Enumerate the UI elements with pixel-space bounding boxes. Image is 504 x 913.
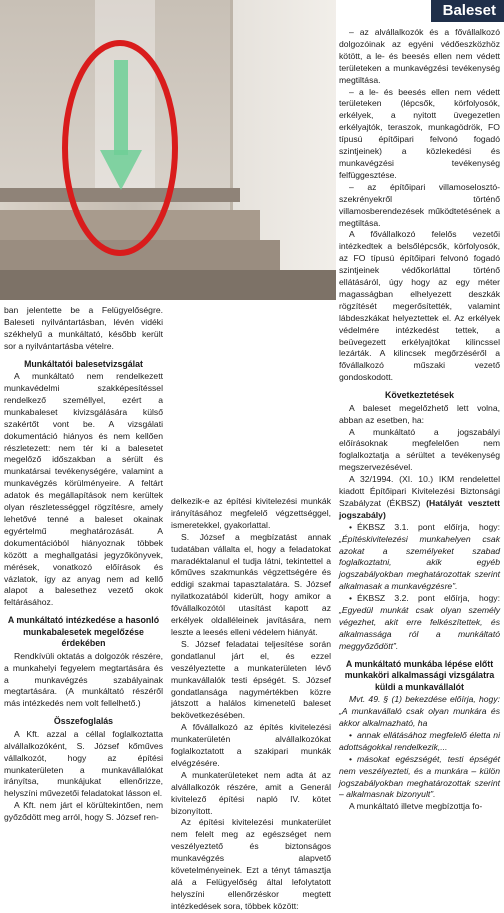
paragraph: A munkáltató illetve megbízottja fo- xyxy=(349,801,483,812)
bullet-item xyxy=(339,593,500,653)
paragraph: A baleset megelőzhető lett volna, abban az esetben, ha: xyxy=(339,402,500,425)
bullet-item xyxy=(339,730,500,754)
italic-text: „Egyedül munkát csak olyan személy végezhet, akit erre felkészítettek, és alkalmassága ról a munkáltató meggyőződött”. xyxy=(339,605,500,651)
paragraph: Rendkívüli oktatás a dolgozók részére, a munkahelyi fegyelem megtartására és a munkavégzés szabályainak megtartására. (A munkáltató részéről más intézkedés nem volt fellelhető.) xyxy=(4,650,163,709)
text: ÉKBSZ 3.2. pont előírja, hogy: xyxy=(357,593,500,604)
paragraph: – az építőipari villamoselosztó-szekrényekről történő villamosberendezések működtetésének a megtiltása. xyxy=(339,181,500,228)
heading: Következtetések xyxy=(385,390,454,401)
text: A 32/1994. (XI. 10.) IKM rendelettel kiadott Építőipari Kivitelezési Biztonsági Szabályzat (ÉKBSZ) xyxy=(339,474,500,508)
paragraph: A Kft. azzal a céllal foglalkoztatta alvállalkozóként, S. József kőműves vállalkozót, hogy az építési munkaterületen a munkavállalókat irányítsa, munkájukat ellenőrizze, helyszíni művezetői feladatokat lásson el. xyxy=(4,728,163,799)
paragraph: – a le- és beesés ellen nem védett területeken (lépcsők, körfolyosók, erkélyek, a nyitott üvegezetlen erkélyajtók, teraszok, munkagödrök, FO típusú építőipari felvonó fogadó szintjeinek) a közlekedési és munkavégzési tevékenység felfüggesztése. xyxy=(339,86,500,180)
accident-photo xyxy=(0,0,336,300)
column-2 xyxy=(171,496,331,913)
paragraph: ban jelentette be a Felügyelőségre. Baleseti nyilvántartásban, lévén vidéki székhelyű a munkáltató, később került sor a nyilvántartásba vételre. xyxy=(4,305,163,351)
heading: A munkáltató munkába lépése előtt munkaköri alkalmassági vizsgálatra küldi a munkavállalót xyxy=(344,658,495,692)
paragraph: A fővállalkozó az építés kivitelezési munkaterületén alvállalkozókat foglalkoztatott a szakipari munkák elvégzésére. xyxy=(171,722,331,768)
bullet-icon: • xyxy=(349,521,353,532)
paragraph: A munkaterületeket nem adta át az alvállalkozók részére, amit a Generál kivitelező építési napló IV. kötet bizonyított. xyxy=(171,769,331,816)
paragraph: S. József a megbízatást annak tudatában vállalta el, hogy a feladatokat maradéktalanul el tudja látni, tekintettel a kőműves szakmunkás végzettségére és eddigi szakmai tapasztalatára. S. József nyilatkozatából kiderült, hogy amikor a fővállalkozótól utasítást kapott az erkélyek oldalléleinek javítására, nem leszte a leesés elleni védelem hiányát. xyxy=(171,531,331,637)
paragraph: delkezik-e az építési kivitelezési munkák irányításához megfelelő végzettséggel, ismeretekkel, gyakorlattal. xyxy=(171,496,331,530)
paragraph xyxy=(339,474,500,522)
text: ÉKBSZ 3.1. pont előírja, hogy: xyxy=(357,521,500,532)
paragraph: A munkáltató a jogszabályi előírásoknak megfelelően nem foglalkoztatja a sérültet a tevékenység megszervezésével. xyxy=(339,426,500,473)
paragraph: A fővállalkozó felelős vezetői intézkedtek a belsőlépcsők, körfolyosók, az FO típusú építőipari felvonó fogadó szintjeinek védőkorláttal történő ellátásáról, úgy hogy az egy méter magasságban elhelyezett deszkák rögzítését megerősítették, valamint lábdeszkákat helyeztettek el. Az erkélyek védelmére intézkedést tettek, a beüvegezett erkélyajtókat kilincssel lezárták. A kilincsek megőrzéséről a fővállalkozó műszaki vezető gondoskodott. xyxy=(339,229,500,383)
paragraph: A munkáltató nem rendelkezett munkavédelmi szakképesítéssel rendelkező személlyel, ezért a munkabaleset kivizsgálására külső szakértőt vont be. A vizsgálati dokumentáció hiányos és nem kellően részletezett: nem tér ki a balesetet megelőző időszakban a sérült és munkatársai tevékenységére, valamint a munkavégzés körülményeire. A feltárt adatok és megállapítások nem kerültek olyan részletességgel rögzítésre, amely lehetővé tenné a baleset okainak egyértelmű meghatározását. A dokumentációból hiányoznak többek között a meghallgatási jegyzőkönyvek, mérések, vonatkozó előírások és vázlatok, így az anyag nem ad kellő alapot a balesethez vezető okok feltárásához. xyxy=(4,371,163,608)
column-3 xyxy=(339,27,500,813)
italic-text: Mvt. 49. § (1) bekezdése előírja, hogy: xyxy=(349,694,500,705)
paragraph xyxy=(339,694,500,730)
section-tag: Baleset xyxy=(431,0,504,22)
paragraph: Az építési kivitelezési munkaterület nem felelt meg az egészséget nem veszélyeztető és biztonságos munkavégzés alapvető követelményeinek. Ezt a tényt támasztja alá a Felügyelőség által lefolytatott helyszíni ellenőrzéskor megtett intézkedések sora, többek között: xyxy=(171,817,331,911)
warning-arrow-icon xyxy=(0,0,336,300)
bullet-item xyxy=(339,522,500,593)
italic-text: másokat egészségét, testi épségét nem veszélyezteti, és a munkára – külön jogszabályokban meghatározottak szerint – alkalmasnak bizonyult”. xyxy=(339,753,500,800)
heading: A munkáltató intézkedése a hasonló munkabalesetek megelőzése érdekében xyxy=(7,615,160,649)
bold-text: (Hatályát vesztett jogszabály) xyxy=(339,497,501,520)
bullet-icon: • xyxy=(349,729,353,740)
paragraph: A Kft. nem járt el körültekintően, nem győződött meg arról, hogy S. József ren- xyxy=(4,800,163,823)
italic-text: „A munkavállaló csak olyan munkára és akkor alkalmazható, ha xyxy=(339,706,500,729)
bullet-icon: • xyxy=(349,593,353,604)
paragraph: – az alvállalkozók és a fővállalkozó dolgozóinak az egyéni védőeszközhöz kötött, a le- és beesés ellen nem védett területeken a munkavégzési tevékenység megtiltása. xyxy=(339,27,500,85)
italic-text: annak ellátásához megfelelő életta ni adottságokkal rendelkezik,... xyxy=(339,729,500,752)
bullet-icon: • xyxy=(349,753,353,764)
column-1 xyxy=(4,305,163,824)
heading: Összefoglalás xyxy=(53,716,114,727)
heading: Munkáltatói balesetvizsgálat xyxy=(24,358,143,369)
italic-text: „Építéskivitelezési munkahelyen csak azokat a személyeket szabad foglalkoztatni, akik egyéb jogszabályokban meghatározottak szerint alkalmasak a munkavégzésre”. xyxy=(339,533,500,592)
paragraph: S. József feladatai teljesítése során gondatlanul járt el, és ezzel veszélyeztette a munkaterületen lévő munkavállalók testi épségét. S. József gondatlansága nagymértékben közre játszott a halálos kimenetelű baleset bekövetkezésében. xyxy=(171,638,331,721)
bullet-item xyxy=(339,754,500,802)
